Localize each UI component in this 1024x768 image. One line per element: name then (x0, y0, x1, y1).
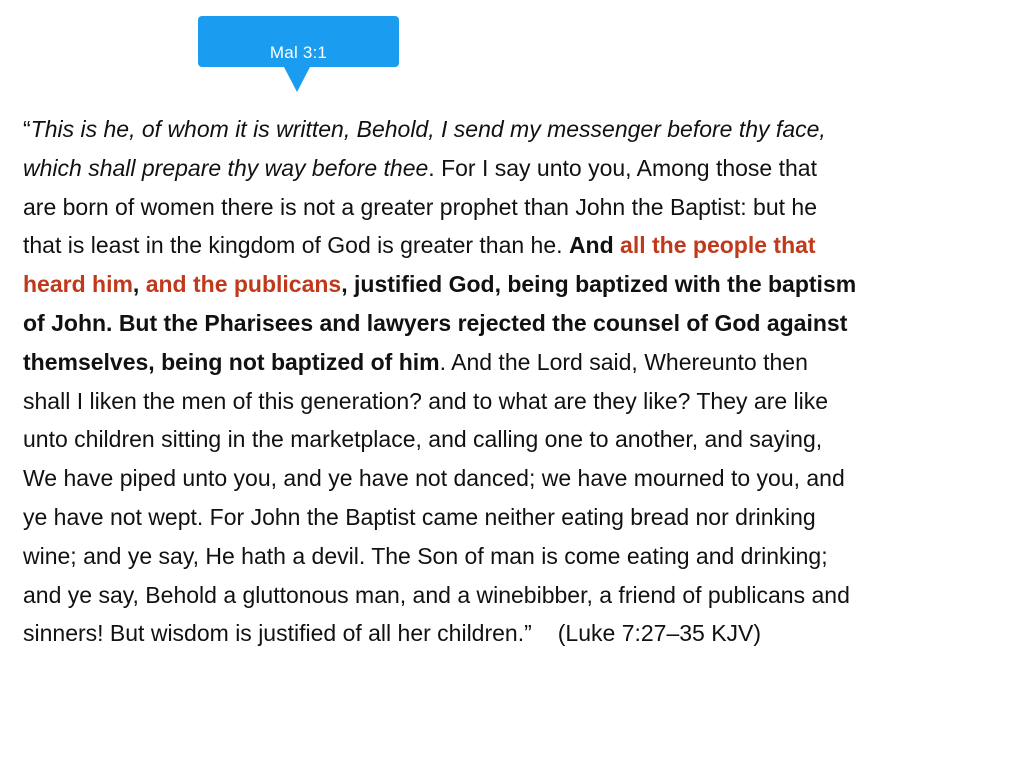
passage-text: sinners! But wisdom is justified of all her children.” (23, 620, 532, 647)
passage-text: . For I say unto you, Among those that (428, 154, 817, 181)
scripture-reference-callout (198, 16, 399, 67)
bold-text: , (132, 271, 146, 298)
passage-line-13: and ye say, Behold a gluttonous man, and a winebibber, a friend of publicans and (23, 581, 850, 608)
passage-line-6: of John. But the Pharisees and lawyers rejected the counsel of God against (23, 309, 848, 336)
passage-line-1 (23, 110, 1013, 149)
passage-line-14 (23, 614, 1013, 653)
passage-line-4 (23, 226, 1013, 265)
bold-text: , justified God, being baptized with the baptism (341, 271, 857, 298)
highlighted-phrase: and the publicans (145, 271, 342, 298)
bold-text: And (568, 232, 621, 259)
highlighted-phrase: heard him (23, 271, 133, 298)
passage-line-5 (23, 265, 1013, 304)
open-quote: “ (23, 116, 31, 142)
callout-label: Mal 3:1 (269, 43, 328, 62)
citation: (Luke 7:27–35 KJV) (557, 620, 762, 647)
italic-quote-part-1: This is he, of whom it is written, Behold, I send my messenger before thy face, (30, 116, 826, 142)
italic-quote-part-2: which shall prepare thy way before thee (23, 154, 429, 181)
passage-line-12: wine; and ye say, He hath a devil. The Son of man is come eating and drinking; (23, 542, 828, 569)
bold-text: themselves, being not baptized of him (23, 348, 440, 375)
passage-text: . And the Lord said, Whereunto then (439, 348, 808, 375)
passage-text: that is least in the kingdom of God is greater than he. (23, 232, 569, 259)
passage-line-7 (23, 343, 1013, 382)
passage-line-3: are born of women there is not a greater prophet than John the Baptist: but he (23, 193, 818, 220)
passage-line-8: shall I liken the men of this generation? and to what are they like? They are like (23, 387, 829, 414)
passage-line-11: ye have not wept. For John the Baptist came neither eating bread nor drinking (23, 503, 816, 530)
passage-line-2 (23, 149, 1013, 188)
passage-line-10: We have piped unto you, and ye have not danced; we have mourned to you, and (23, 465, 845, 492)
scripture-passage (23, 110, 1013, 653)
callout-pointer (284, 67, 310, 92)
highlighted-phrase: all the people that (620, 232, 816, 259)
passage-line-9: unto children sitting in the marketplace, and calling one to another, and saying, (23, 426, 823, 453)
